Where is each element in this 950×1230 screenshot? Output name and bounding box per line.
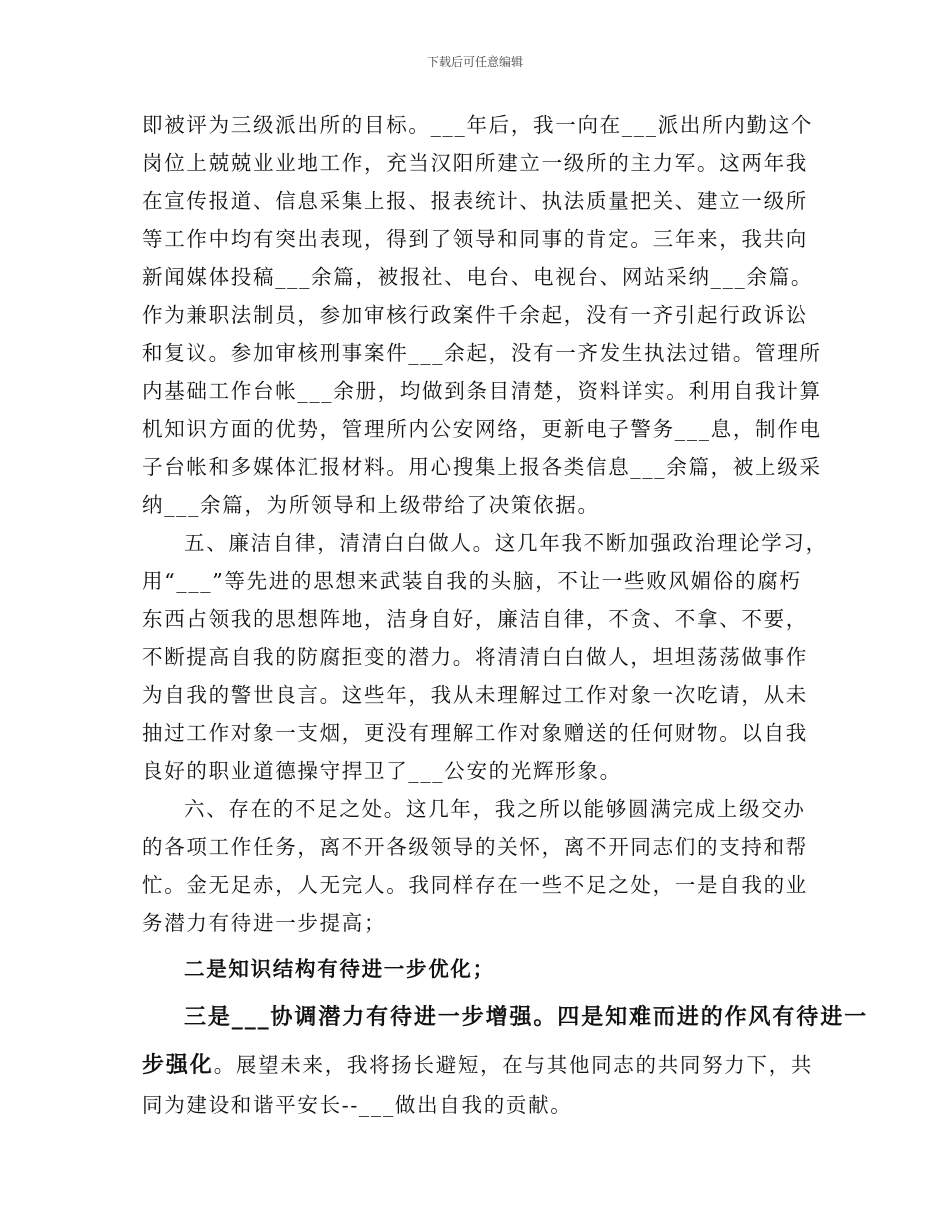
bold-line-coordination: 三是___协调潜力有待进一步增强。四是知难而进的作风有待进一 xyxy=(184,1004,869,1030)
text-line: 用“___”等先进的思想来武装自我的头脑，不让一些败风媚俗的腐朽 xyxy=(142,569,802,593)
text-line-mixed xyxy=(142,1046,822,1084)
text-line: 岗位上兢兢业业地工作，充当汉阳所建立一级所的主力军。这两年我 xyxy=(142,151,808,175)
text-line: 不断提高自我的防腐拒变的潜力。将清清白白做人，坦坦荡荡做事作 xyxy=(142,645,808,669)
text-line: 东西占领我的思想阵地，洁身自好，廉洁自律，不贪、不拿、不要， xyxy=(142,607,808,631)
text-line: 等工作中均有突出表现，得到了领导和同事的肯定。三年来，我共向 xyxy=(142,227,808,251)
text-line: 同为建设和谐平安长--___做出自我的贡献。 xyxy=(142,1093,573,1117)
text-line: 纳___余篇，为所领导和上级带给了决策依据。 xyxy=(142,493,600,517)
text-line: 为自我的警世良言。这些年，我从未理解过工作对象一次吃请，从未 xyxy=(142,683,808,707)
text-fragment: 。展望未来，我将扬长避短，在与其他同志的共同努力下，共 xyxy=(213,1053,814,1077)
text-line: 抽过工作对象一支烟，更没有理解工作对象赠送的任何财物。以自我 xyxy=(142,721,808,745)
text-line: 作为兼职法制员，参加审核行政案件千余起，没有一齐引起行政诉讼 xyxy=(142,303,808,327)
text-line: 新闻媒体投稿___余篇，被报社、电台、电视台、网站采纳___余篇。 xyxy=(142,265,814,289)
text-line: 即被评为三级派出所的目标。___年后，我一向在___派出所内勤这个 xyxy=(142,113,814,137)
bold-fragment: 步强化 xyxy=(142,1052,214,1078)
text-line: 务潜力有待进一步提高； xyxy=(142,911,387,935)
bold-line-knowledge: 二是知识结构有待进一步优化； xyxy=(184,957,495,981)
page-header: 下载后可任意编辑 xyxy=(426,55,523,69)
text-line: 的各项工作任务，离不开各级领导的关怀，离不开同志们的支持和帮 xyxy=(142,835,808,859)
text-line: 良好的职业道德操守捍卫了___公安的光辉形象。 xyxy=(142,759,622,783)
text-line: 机知识方面的优势，管理所内公安网络，更新电子警务___息，制作电 xyxy=(142,417,822,441)
text-line: 内基础工作台帐___余册，均做到条目清楚，资料详实。利用自我计算 xyxy=(142,379,822,403)
text-line: 在宣传报道、信息采集上报、报表统计、执法质量把关、建立一级所 xyxy=(142,189,808,213)
text-line: 子台帐和多媒体汇报材料。用心搜集上报各类信息___余篇，被上级采 xyxy=(142,455,822,479)
paragraph-six-start: 六、存在的不足之处。这几年，我之所以能够圆满完成上级交办 xyxy=(184,797,806,821)
paragraph-five-start: 五、廉洁自律，清清白白做人。这几年我不断加强政治理论学习， xyxy=(184,531,828,555)
text-line: 和复议。参加审核刑事案件___余起，没有一齐发生执法过错。管理所 xyxy=(142,341,822,365)
text-line: 忙。金无足赤，人无完人。我同样存在一些不足之处，一是自我的业 xyxy=(142,873,808,897)
